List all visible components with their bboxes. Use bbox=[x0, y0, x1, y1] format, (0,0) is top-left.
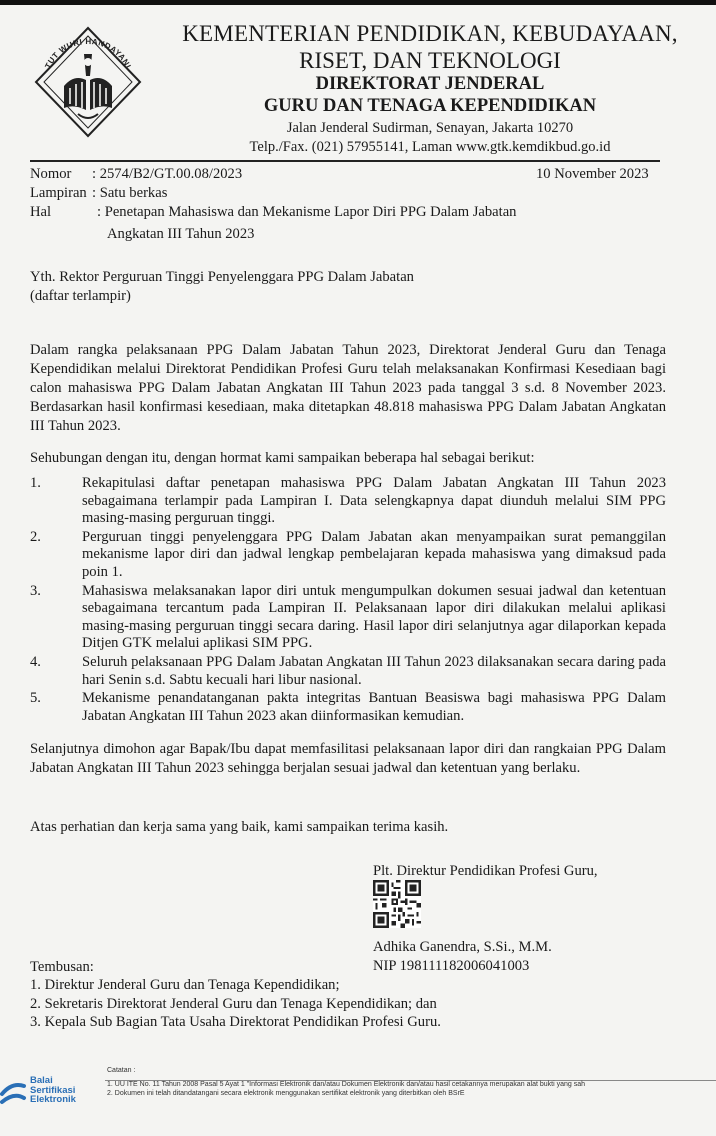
list-item: 2. Sekretaris Direktorat Jenderal Guru dan Tenaga Kependidikan; dan bbox=[30, 995, 437, 1012]
list-item: 1. Direktur Jenderal Guru dan Tenaga Kependidikan; bbox=[30, 977, 340, 993]
list-item: 3. Kepala Sub Bagian Tata Usaha Direktorat Pendidikan Profesi Guru. bbox=[30, 1014, 441, 1030]
nomor-label: Nomor bbox=[30, 166, 72, 182]
signatory-position: Plt. Direktur Pendidikan Profesi Guru, bbox=[373, 863, 598, 879]
recipient-line1: Yth. Rektor Perguruan Tinggi Penyelenggara PPG Dalam Jabatan bbox=[30, 269, 414, 285]
letterhead-contact: Telp./Fax. (021) 57955141, Laman www.gtk.kemdikbud.go.id bbox=[249, 139, 611, 155]
points-list bbox=[30, 475, 666, 726]
list-item: 2. Perguruan tinggi penyelenggara PPG Dalam Jabatan akan menyampaikan surat pemanggilan mekanisme lapor diri dan jadwal lengkap pembelajaran kepada mahasiswa yang dimaksud pada poin 1. bbox=[30, 528, 666, 580]
note-1: 1. UU ITE No. 11 Tahun 2008 Pasal 5 Ayat 1 "Informasi Elektronik dan/atau Dokumen Elektronik dan/atau hasil cetakannya merupakan alat bukti yang sah bbox=[107, 1081, 585, 1088]
lampiran-value: : Satu berkas bbox=[92, 185, 168, 201]
bse-wordmark: Balai Sertifikasi Elektronik bbox=[30, 1075, 76, 1105]
footer-notes bbox=[107, 1066, 716, 1098]
notes-title: Catatan : bbox=[107, 1067, 136, 1074]
hal-value-line2: Angkatan III Tahun 2023 bbox=[107, 226, 255, 242]
lampiran-label: Lampiran bbox=[30, 185, 87, 201]
letterhead bbox=[150, 22, 710, 159]
followup-paragraph: Selanjutnya dimohon agar Bapak/Ibu dapat memfasilitasi pelaksanaan lapor diri dan rangkaian PPG Dalam Jabatan Angkatan III Tahun 2023 sehingga berjalan sesuai jadwal dan ketentuan yang berlaku. bbox=[30, 741, 666, 776]
cc-list bbox=[30, 976, 441, 1032]
letterhead-divider bbox=[30, 160, 660, 162]
closing-paragraph: Atas perhatian dan kerja sama yang baik, kami sampaikan terima kasih. bbox=[30, 819, 449, 835]
list-item: 1. Rekapitulasi daftar penetapan mahasiswa PPG Dalam Jabatan Angkatan III Tahun 2023 sebagaimana terlampir pada Lampiran I. Data selengkapnya dapat diunduh melalui SIM PPG masing-masing perguruan tinggi. bbox=[30, 475, 666, 527]
list-item: 4. Seluruh pelaksanaan PPG Dalam Jabatan Angkatan III Tahun 2023 dilaksanakan secara daring pada hari Senin s.d. Sabtu kecuali hari libur nasional. bbox=[30, 653, 666, 688]
directorate-line1: DIREKTORAT JENDERAL bbox=[315, 74, 545, 94]
tut-wuri-handayani-logo bbox=[28, 24, 148, 144]
nomor-value: : 2574/B2/GT.00.08/2023 bbox=[92, 166, 243, 182]
ministry-name-line2: RISET, DAN TEKNOLOGI bbox=[299, 48, 561, 73]
ministry-name-line1: KEMENTERIAN PENDIDIKAN, KEBUDAYAAN, bbox=[182, 21, 678, 46]
letter-date: 10 November 2023 bbox=[536, 166, 649, 182]
letterhead-address: Jalan Jenderal Sudirman, Senayan, Jakarta 10270 bbox=[286, 120, 574, 136]
logo-motto: TUT WURI HANDAYANI bbox=[43, 36, 133, 70]
hal-label: Hal bbox=[30, 204, 52, 220]
qr-code-signature bbox=[373, 880, 421, 928]
recipient-line2: (daftar terlampir) bbox=[30, 288, 131, 304]
list-item: 3. Mahasiswa melaksanakan lapor diri untuk mengumpulkan dokumen sesuai jadwal dan ketentuan sebagaimana tercantum pada Lampiran II. Pelaksanaan lapor diri dilakukan melalui aplikasi masing-masing perguruan tinggi secara daring. Hasil lapor diri selanjutnya agar dilaporkan kepada Ditjen GTK melalui aplikasi SIM PPG. bbox=[30, 582, 666, 652]
directorate-line2: GURU DAN TENAGA KEPENDIDIKAN bbox=[263, 96, 597, 116]
signatory-nip: NIP 198111182006041003 bbox=[373, 958, 530, 974]
intro-paragraph: Dalam rangka pelaksanaan PPG Dalam Jabatan Tahun 2023, Direktorat Jenderal Guru dan Tenaga Kependidikan melalui Direktorat Pendidikan Profesi Guru telah melaksanakan Konfirmasi Kesediaan bagi calon mahasiswa PPG Dalam Jabatan Angkatan III Tahun 2023 pada tanggal 3 s.d. 8 November 2023. Berdasarkan hasil konfirmasi kesediaan, maka ditetapkan 48.818 mahasiswa PPG Dalam Jabatan Angkatan III Tahun 2023. bbox=[30, 342, 666, 434]
hal-value-line1: : Penetapan Mahasiswa dan Mekanisme Lapor Diri PPG Dalam Jabatan bbox=[97, 204, 517, 220]
lead-paragraph: Sehubungan dengan itu, dengan hormat kami sampaikan beberapa hal sebagai berikut: bbox=[30, 450, 535, 466]
note-2: 2. Dokumen ini telah ditandatangani secara elektronik menggunakan sertifikat elektronik yang diterbitkan oleh BSrE bbox=[107, 1090, 465, 1097]
cc-title: Tembusan: bbox=[30, 959, 94, 975]
signatory-name: Adhika Ganendra, S.Si., M.M. bbox=[373, 939, 552, 955]
list-item: 5. Mekanisme penandatanganan pakta integritas Bantuan Beasiswa bagi mahasiswa PPG Dalam Jabatan Angkatan III Tahun 2023 akan diinformasikan kemudian. bbox=[30, 690, 666, 724]
top-edge bbox=[0, 0, 716, 5]
